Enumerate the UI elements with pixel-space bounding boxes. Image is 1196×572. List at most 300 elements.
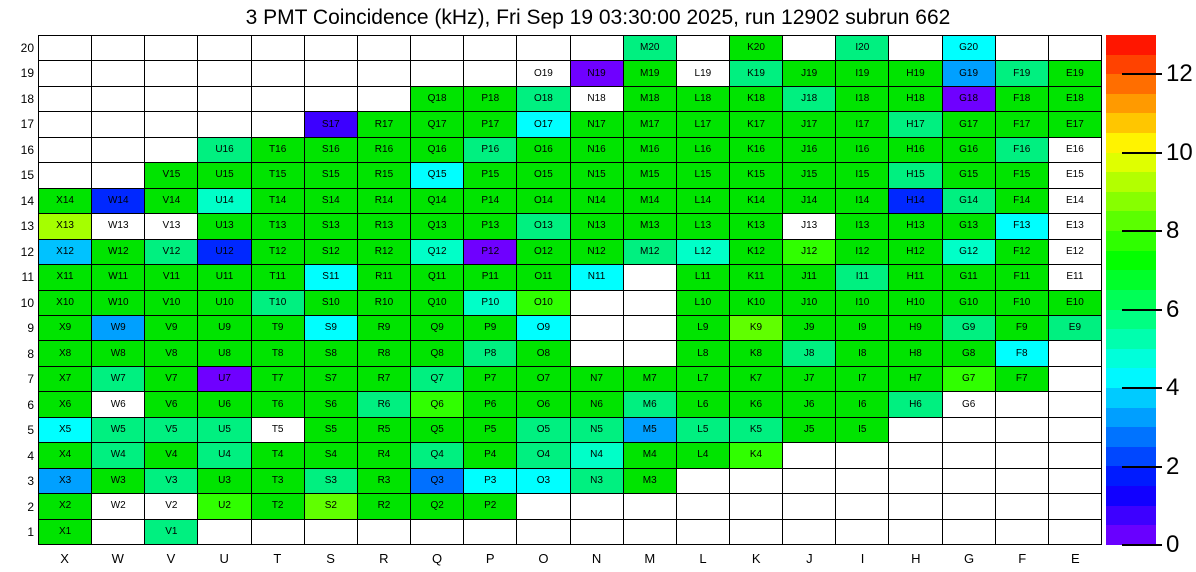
heatmap-grid [38,35,1102,545]
grid-cell [996,392,1049,417]
grid-cell [996,367,1049,392]
cell-label: L7 [697,373,709,385]
grid-cell [39,469,92,494]
x-axis-label: H [911,551,921,566]
grid-cell [571,520,624,545]
grid-cell [783,189,836,214]
cell-label: R9 [377,322,391,334]
grid-cell [198,138,251,163]
y-axis-label: 4 [27,448,34,463]
grid-cell [943,36,996,61]
cell-label: J8 [803,347,815,359]
cell-label: U13 [215,220,234,232]
grid-cell [411,316,464,341]
grid-cell [252,469,305,494]
cell-label: P5 [484,423,497,435]
cell-label: R14 [374,194,394,206]
grid-cell [943,316,996,341]
cell-label: O13 [533,220,553,232]
grid-cell [624,469,677,494]
grid-cell [411,240,464,265]
grid-cell [730,163,783,188]
cell-label: F10 [1013,296,1031,308]
colorbar-band [1106,133,1156,153]
cell-label: G15 [959,169,979,181]
grid-cell [252,494,305,519]
cell-label: L17 [694,118,712,130]
grid-cell [836,520,889,545]
cell-label: K12 [747,245,765,257]
cell-label: V1 [165,525,178,537]
cell-label: E13 [1066,220,1084,232]
grid-cell [624,418,677,443]
cell-label: I9 [858,322,867,334]
grid-cell [252,520,305,545]
cell-label: F17 [1013,118,1031,130]
grid-cell [677,265,730,290]
y-axis-label: 17 [20,117,34,132]
grid-cell [305,112,358,137]
grid-cell [889,138,942,163]
cell-label: U16 [215,144,234,156]
grid-cell [836,443,889,468]
grid-cell [571,87,624,112]
cell-label: T4 [271,449,284,461]
cell-label: K18 [747,93,765,105]
grid-cell [411,520,464,545]
grid-cell [889,36,942,61]
cell-label: J9 [803,322,815,334]
cell-label: P18 [481,93,500,105]
cell-label: N7 [590,373,603,385]
grid-cell [92,341,145,366]
colorbar-band [1106,153,1156,173]
grid-cell [358,112,411,137]
grid-cell [198,36,251,61]
grid-cell [198,189,251,214]
grid-cell [411,87,464,112]
cell-label: K9 [749,322,763,334]
grid-cell [145,443,198,468]
cell-label: H18 [906,93,925,105]
grid-cell [198,418,251,443]
cell-label: G7 [961,373,976,385]
cell-label: R10 [374,296,394,308]
grid-cell [996,112,1049,137]
cell-label: N19 [587,67,606,79]
colorbar-tick-label: 6 [1166,295,1180,323]
grid-cell [1049,469,1102,494]
cell-label: M12 [639,245,660,257]
cell-label: I14 [855,194,870,206]
cell-label: S16 [321,144,340,156]
grid-cell [677,443,730,468]
cell-label: Q2 [430,500,444,512]
cell-label: T14 [269,194,287,206]
grid-cell [996,36,1049,61]
grid-cell [252,418,305,443]
cell-label: W13 [107,220,129,232]
cell-label: U2 [218,500,231,512]
grid-cell [677,367,730,392]
grid-cell [889,341,942,366]
cell-label: G8 [961,347,976,359]
grid-cell [358,189,411,214]
colorbar-band [1106,388,1156,408]
cell-label: N11 [587,271,606,283]
grid-cell [1049,316,1102,341]
grid-cell [624,36,677,61]
grid-cell [996,61,1049,86]
grid-cell [571,367,624,392]
cell-label: T12 [269,245,287,257]
cell-label: L8 [697,347,709,359]
cell-label: K8 [749,347,763,359]
x-axis-label: J [806,551,813,566]
grid-cell [889,520,942,545]
grid-cell [464,520,517,545]
grid-cell [836,316,889,341]
grid-cell [836,291,889,316]
grid-cell [411,36,464,61]
grid-cell [517,316,570,341]
cell-label: J11 [801,271,817,283]
cell-label: T2 [271,500,284,512]
cell-label: Q10 [427,296,447,308]
grid-cell [198,494,251,519]
cell-label: R12 [374,245,394,257]
grid-cell [305,494,358,519]
cell-label: I19 [855,67,870,79]
grid-cell [39,418,92,443]
y-axis-label: 20 [20,40,34,55]
grid-cell [411,163,464,188]
grid-cell [517,87,570,112]
x-axis-label: I [860,551,865,566]
grid-cell [198,163,251,188]
cell-label: G12 [959,245,979,257]
grid-cell [836,265,889,290]
grid-cell [943,367,996,392]
grid-cell [836,240,889,265]
grid-cell [198,392,251,417]
cell-label: U3 [218,474,231,486]
grid-cell [783,341,836,366]
grid-cell [358,443,411,468]
cell-label: V6 [165,398,178,410]
grid-cell [145,87,198,112]
cell-label: O16 [533,144,553,156]
cell-label: E17 [1066,118,1084,130]
y-axis-label: 10 [20,295,34,310]
grid-cell [517,265,570,290]
grid-cell [783,87,836,112]
cell-label: H7 [909,373,922,385]
cell-label: X9 [58,322,72,334]
grid-cell [677,494,730,519]
grid-cell [517,240,570,265]
grid-cell [677,36,730,61]
grid-cell [252,138,305,163]
x-axis-label: M [644,551,656,566]
colorbar-band [1106,270,1156,290]
cell-label: X12 [56,245,74,257]
cell-label: O18 [533,93,553,105]
cell-label: E19 [1066,67,1084,79]
grid-cell [996,87,1049,112]
cell-label: K10 [747,296,765,308]
grid-cell [252,443,305,468]
grid-cell [464,265,517,290]
grid-cell [305,61,358,86]
grid-cell [411,214,464,239]
grid-cell [624,112,677,137]
grid-cell [783,214,836,239]
grid-cell [92,291,145,316]
colorbar-band [1106,447,1156,467]
cell-label: W2 [110,500,126,512]
cell-label: M14 [639,194,660,206]
y-axis-label: 13 [20,219,34,234]
grid-cell [517,341,570,366]
grid-cell [358,341,411,366]
y-axis-label: 15 [20,168,34,183]
cell-label: E15 [1066,169,1084,181]
grid-cell [783,520,836,545]
grid-cell [889,392,942,417]
grid-cell [358,138,411,163]
cell-label: J18 [801,93,818,105]
grid-cell [464,163,517,188]
grid-cell [836,469,889,494]
cell-label: S9 [324,322,337,334]
cell-label: L5 [697,423,709,435]
grid-cell [571,112,624,137]
cell-label: U9 [218,322,231,334]
grid-cell [39,36,92,61]
grid-cell [943,469,996,494]
grid-cell [464,443,517,468]
cell-label: V2 [165,500,178,512]
cell-label: F19 [1013,67,1031,79]
grid-cell [677,61,730,86]
grid-cell [730,316,783,341]
grid-cell [730,341,783,366]
cell-label: H16 [906,144,925,156]
colorbar-tick [1122,466,1162,468]
cell-label: L13 [694,220,712,232]
grid-cell [943,112,996,137]
cell-label: S17 [321,118,340,130]
grid-cell [571,61,624,86]
colorbar-band [1106,231,1156,251]
cell-label: F16 [1013,144,1031,156]
grid-cell [889,112,942,137]
grid-cell [943,265,996,290]
grid-cell [517,163,570,188]
grid-cell [358,520,411,545]
cell-label: P16 [481,144,500,156]
grid-cell [571,341,624,366]
cell-label: P9 [484,322,497,334]
cell-label: N18 [587,93,606,105]
grid-cell [889,316,942,341]
grid-cell [145,163,198,188]
grid-cell [92,367,145,392]
cell-label: X6 [58,398,72,410]
grid-cell [411,392,464,417]
cell-label: I11 [855,271,869,283]
grid-cell [358,392,411,417]
cell-label: K20 [747,42,765,54]
cell-label: M5 [642,423,657,435]
cell-label: F7 [1015,373,1028,385]
cell-label: J10 [801,296,818,308]
grid-cell [571,265,624,290]
cell-label: S4 [324,449,337,461]
grid-cell [996,214,1049,239]
grid-cell [677,418,730,443]
cell-label: N14 [587,194,606,206]
grid-cell [624,214,677,239]
grid-cell [464,138,517,163]
grid-cell [305,469,358,494]
grid-cell [996,316,1049,341]
cell-label: K16 [747,144,765,156]
grid-cell [145,240,198,265]
cell-label: P12 [481,245,500,257]
grid-cell [943,189,996,214]
cell-label: L16 [694,144,712,156]
grid-cell [517,61,570,86]
cell-label: U11 [215,271,234,283]
grid-cell [464,240,517,265]
grid-cell [145,291,198,316]
cell-label: R5 [377,423,391,435]
grid-cell [464,214,517,239]
grid-cell [943,214,996,239]
cell-label: Q15 [427,169,447,181]
cell-label: U7 [218,373,231,385]
grid-cell [411,443,464,468]
grid-cell [730,87,783,112]
cell-label: T10 [269,296,287,308]
cell-label: O4 [536,449,551,461]
grid-cell [92,418,145,443]
grid-cell [889,61,942,86]
grid-cell [464,36,517,61]
x-axis-label: U [219,551,229,566]
grid-cell [92,240,145,265]
cell-label: I7 [858,373,867,385]
cell-label: P11 [481,271,499,283]
colorbar-band [1106,329,1156,349]
grid-cell [677,341,730,366]
cell-label: M6 [642,398,657,410]
cell-label: T3 [271,474,284,486]
grid-cell [39,61,92,86]
cell-label: E11 [1066,271,1084,283]
grid-cell [571,240,624,265]
grid-cell [996,341,1049,366]
grid-cell [677,138,730,163]
cell-label: P6 [484,398,497,410]
grid-cell [730,112,783,137]
cell-label: K14 [747,194,765,206]
y-axis-label: 2 [27,499,34,514]
cell-label: X5 [58,423,72,435]
grid-cell [145,138,198,163]
colorbar-tick [1122,544,1162,546]
colorbar-tick-label: 8 [1166,217,1180,245]
grid-cell [305,163,358,188]
grid-cell [889,163,942,188]
grid-cell [252,367,305,392]
grid-cell [358,163,411,188]
grid-cell [39,240,92,265]
colorbar-band [1106,172,1156,192]
grid-cell [783,418,836,443]
cell-label: V12 [162,245,181,257]
grid-cell [677,240,730,265]
grid-cell [677,163,730,188]
cell-label: S14 [321,194,340,206]
grid-cell [358,265,411,290]
grid-cell [624,392,677,417]
grid-cell [198,87,251,112]
cell-label: I16 [855,144,870,156]
cell-label: J5 [803,423,815,435]
grid-cell [730,189,783,214]
grid-cell [730,291,783,316]
cell-label: R7 [377,373,391,385]
cell-label: O14 [533,194,553,206]
cell-label: H11 [906,271,925,283]
grid-cell [624,61,677,86]
grid-cell [358,61,411,86]
cell-label: E9 [1068,322,1082,334]
cell-label: V9 [165,322,178,334]
grid-cell [464,392,517,417]
cell-label: T16 [269,144,287,156]
x-axis-label: Q [431,551,443,566]
grid-cell [1049,265,1102,290]
cell-label: M3 [642,474,657,486]
grid-cell [411,341,464,366]
grid-cell [996,240,1049,265]
grid-cell [92,36,145,61]
grid-cell [677,469,730,494]
grid-cell [358,494,411,519]
grid-cell [836,418,889,443]
grid-cell [145,392,198,417]
cell-label: L4 [697,449,709,461]
cell-label: K19 [747,67,765,79]
grid-cell [198,469,251,494]
grid-cell [571,291,624,316]
grid-cell [464,469,517,494]
colorbar-tick-label: 12 [1166,60,1193,88]
grid-cell [464,341,517,366]
grid-cell [252,316,305,341]
cell-label: N12 [587,245,606,257]
grid-cell [996,494,1049,519]
cell-label: Q3 [430,474,444,486]
grid-cell [571,189,624,214]
grid-cell [92,316,145,341]
grid-cell [92,520,145,545]
cell-label: R2 [377,500,391,512]
